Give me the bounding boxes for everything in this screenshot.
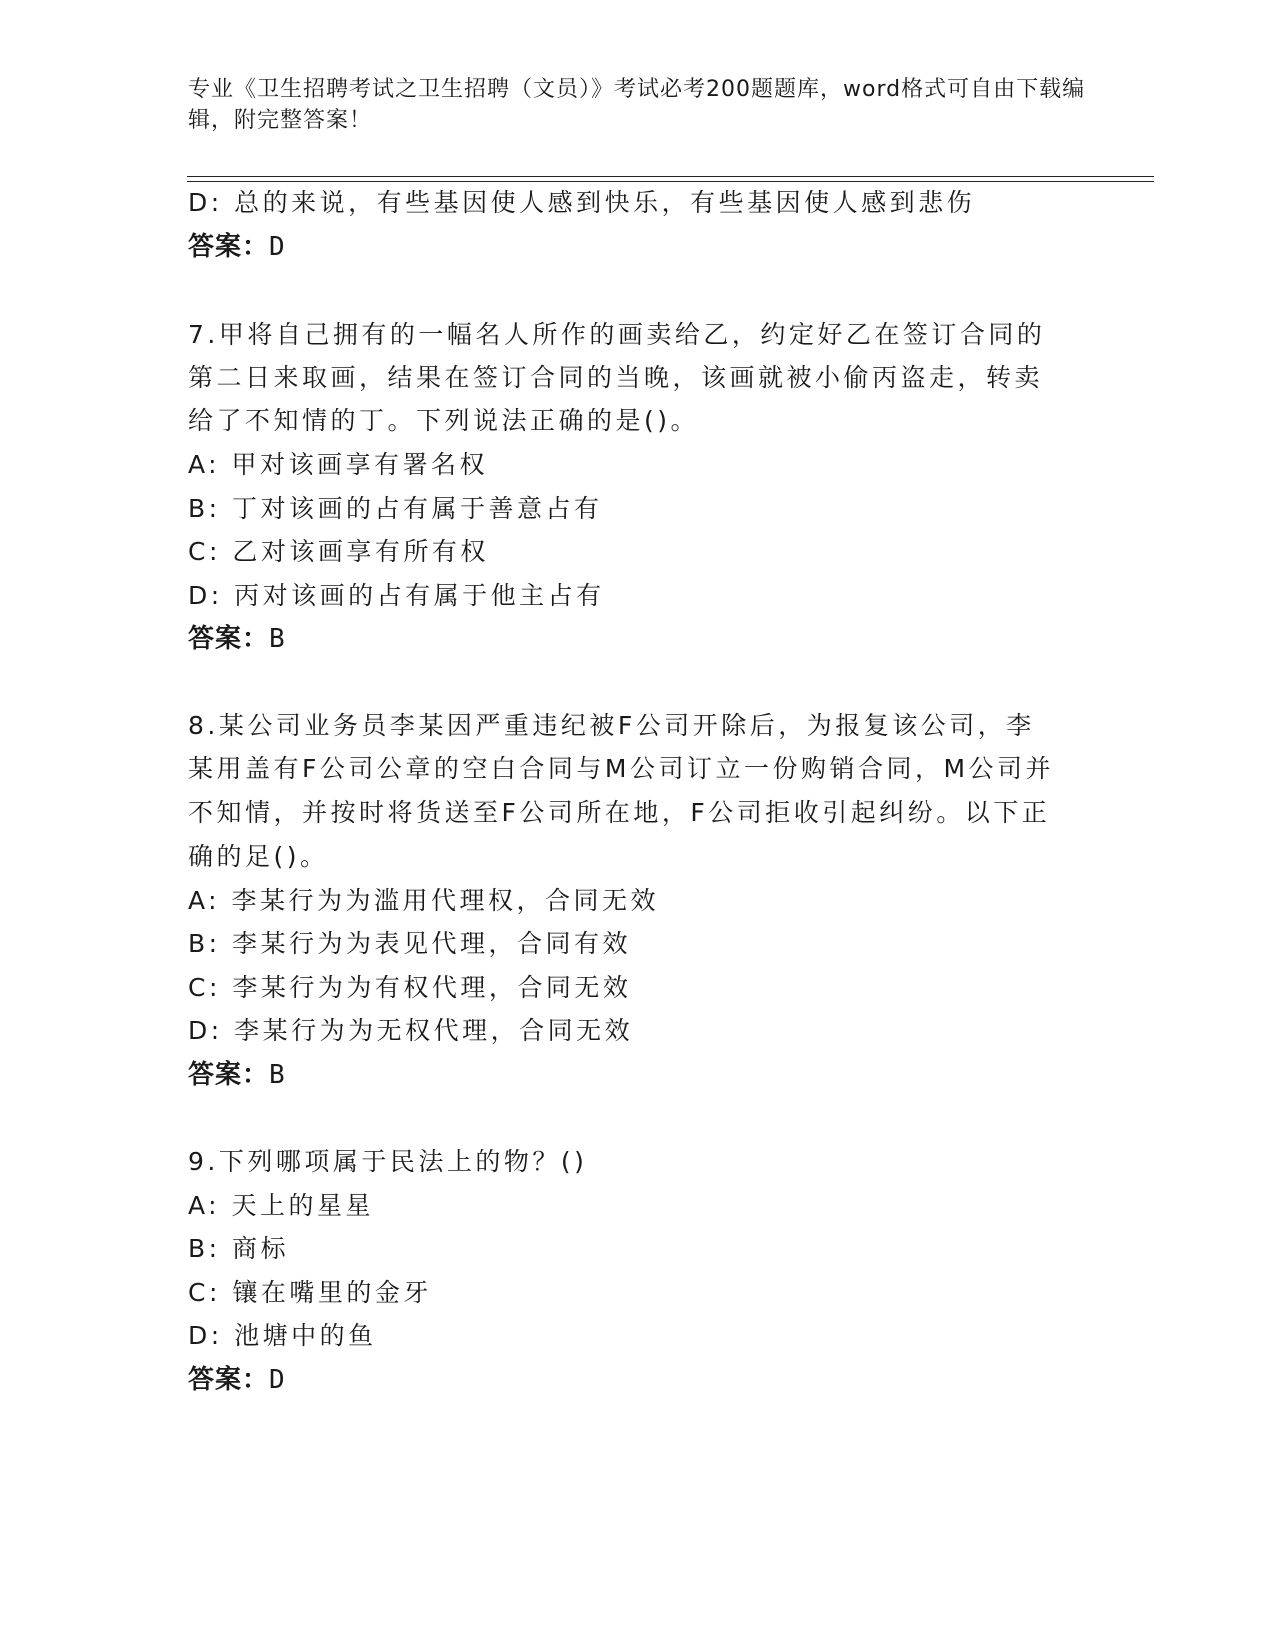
question-9-option-a: A: 天上的星星 [188, 1191, 375, 1220]
answer-line [188, 232, 286, 262]
question-8-stem-line-4: 确的足()。 [188, 842, 329, 871]
question-9-option-b: B: 商标 [188, 1234, 290, 1263]
question-8-stem-line-2: 某用盖有F公司公章的空白合同与M公司订立一份购销合同，M公司并 [188, 754, 1055, 783]
question-8-option-b: B: 李某行为为表见代理，合同有效 [188, 929, 632, 958]
answer-label: 答案： [188, 1060, 270, 1090]
header-divider-bottom [187, 181, 1154, 182]
document-header-intro: 专业《卫生招聘考试之卫生招聘（文员）》考试必考200题题库，word格式可自由下载编辑，附完整答案！ [188, 77, 1086, 133]
question-8-option-a: A: 李某行为为滥用代理权，合同无效 [188, 886, 660, 915]
header-divider-top [187, 176, 1154, 177]
question-8-option-d: D: 李某行为为无权代理，合同无效 [188, 1016, 634, 1045]
question-9-stem-line-1: 9.下列哪项属于民法上的物？() [188, 1147, 588, 1176]
question-9-option-d: D: 池塘中的鱼 [188, 1321, 377, 1350]
question-7-option-b: B: 丁对该画的占有属于善意占有 [188, 494, 603, 523]
question-7-option-d: D: 丙对该画的占有属于他主占有 [188, 581, 605, 610]
question-9-option-c: C: 镶在嘴里的金牙 [188, 1278, 432, 1307]
answer-value: B [269, 1060, 286, 1090]
answer-value: D [269, 1365, 286, 1395]
question-7-stem-line-1: 7.甲将自己拥有的一幅名人所作的画卖给乙，约定好乙在签订合同的 [188, 320, 1046, 349]
answer-value: B [269, 624, 286, 654]
question-8-stem-line-1: 8.某公司业务员李某因严重违纪被F公司开除后，为报复该公司，李 [188, 711, 1035, 740]
answer-label: 答案： [188, 1365, 270, 1395]
question-8-stem-line-3: 不知情，并按时将货送至F公司所在地，F公司拒收引起纠纷。以下正 [188, 798, 1051, 827]
answer-label: 答案： [188, 624, 270, 654]
question-8-option-c: C: 李某行为为有权代理，合同无效 [188, 973, 632, 1002]
question-8-answer [188, 1060, 286, 1090]
answer-value: D [269, 232, 286, 262]
answer-label: 答案： [188, 232, 270, 262]
question-7-answer [188, 624, 286, 654]
question-7-stem-line-3: 给了不知情的丁。下列说法正确的是()。 [188, 406, 700, 435]
question-7-stem-line-2: 第二日来取画，结果在签订合同的当晚，该画就被小偷丙盗走，转卖 [188, 363, 1044, 392]
question-7-option-a: A: 甲对该画享有署名权 [188, 450, 489, 479]
question-9-answer [188, 1365, 286, 1395]
question-7-option-c: C: 乙对该画享有所有权 [188, 537, 489, 566]
option-d: D: 总的来说，有些基因使人感到快乐，有些基因使人感到悲伤 [188, 188, 976, 217]
